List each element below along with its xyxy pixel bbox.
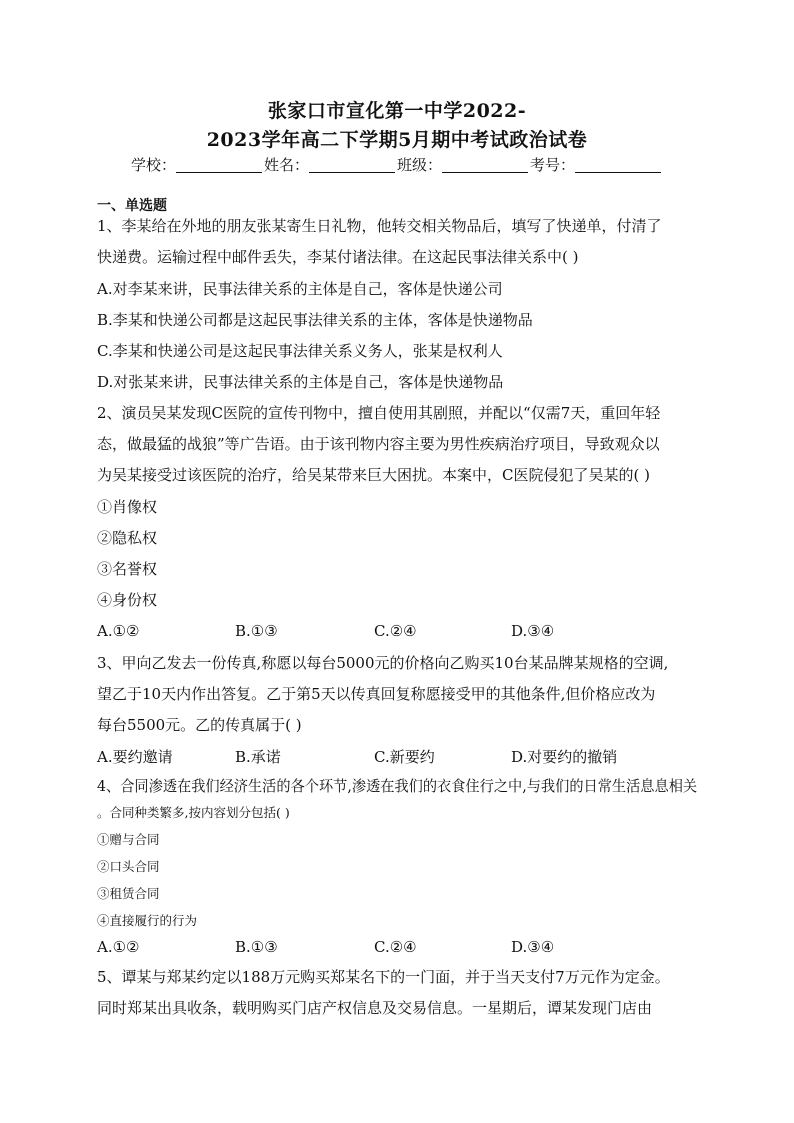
class-blank[interactable] [442,157,528,173]
question-3-stem-line: 望乙于10天内作出答复。乙于第5天以传真回复称愿接受甲的其他条件,但价格应改为 [97,685,656,703]
exam-title-line2: 2023学年高二下学期5月期中考试政治试卷 [206,129,588,151]
question-1-stem-line: 快递费。运输过程中邮件丢失，李某付诸法律。在这起民事法律关系中( ) [97,248,579,266]
question-5-stem-line: 同时郑某出具收条，载明购买门店产权信息及交易信息。一星期后，谭某发现门店由 [97,999,653,1017]
question-4-item-3: ③租赁合同 [97,886,160,901]
question-3-option-b: B.承诺 [235,748,281,766]
name-blank[interactable] [309,157,395,173]
question-1-option-d: D.对张某来讲，民事法律关系的主体是自己，客体是快递物品 [97,373,504,391]
class-label: 班级： [397,156,443,174]
school-blank[interactable] [176,157,262,173]
student-info-row [0,154,794,175]
question-1-option-b: B.李某和快递公司都是这起民事法律关系的主体，客体是快递物品 [97,311,533,329]
number-label: 考号： [530,156,576,174]
question-4-item-2: ②口头合同 [97,859,160,874]
question-4-option-a: A.①② [97,938,140,956]
section-heading: 一、单选题 [97,198,167,214]
question-2-item-1: ①肖像权 [97,498,158,516]
question-1-option-a: A.对李某来讲，民事法律关系的主体是自己，客体是快递公司 [97,280,503,298]
question-2-item-3: ③名誉权 [97,560,158,578]
question-5-stem-line: 5、谭某与郑某约定以188万元购买郑某名下的一门面，并于当天支付7万元作为定金。 [97,968,670,986]
question-4-option-b: B.①③ [235,938,278,956]
question-2-option-c: C.②④ [374,622,417,640]
question-2-stem-line: 2、演员吴某发现C医院的宣传刊物中，擅自使用其剧照，并配以“仅需7天，重回年轻 [97,404,661,422]
question-4-option-c: C.②④ [374,938,417,956]
question-4-item-1: ①赠与合同 [97,832,160,847]
question-2-item-4: ④身份权 [97,591,158,609]
question-3-option-c: C.新要约 [374,748,435,766]
question-1-stem-line: 1、李某给在外地的朋友张某寄生日礼物，他转交相关物品后，填写了快递单，付清了 [97,217,662,235]
question-2-option-b: B.①③ [235,622,278,640]
question-2-item-2: ②隐私权 [97,529,158,547]
question-4-item-4: ④直接履行的行为 [97,913,198,928]
question-2-stem-line: 为吴某接受过该医院的治疗，给吴某带来巨大困扰。本案中，C医院侵犯了吴某的( ) [97,466,650,484]
question-2-option-a: A.①② [97,622,140,640]
number-blank[interactable] [575,157,661,173]
school-label: 学校： [130,156,176,174]
question-3-stem-line: 3、甲向乙发去一份传真,称愿以每台5000元的价格向乙购买10台某品牌某规格的空调, [97,654,669,672]
question-3-option-a: A.要约邀请 [97,748,173,766]
question-4-stem-line: 。合同种类繁多,按内容划分包括( ) [97,805,290,820]
question-4-option-d: D.③④ [511,938,555,956]
question-4-stem-line: 4、合同渗透在我们经济生活的各个环节,渗透在我们的衣食住行之中,与我们的日常生活息息相关 [97,777,698,795]
exam-title-line1: 张家口市宣化第一中学2022- [267,100,527,122]
question-3-option-d: D.对要约的撤销 [511,748,618,766]
question-1-option-c: C.李某和快递公司是这起民事法律关系义务人，张某是权利人 [97,342,503,360]
name-label: 姓名： [263,156,309,174]
question-3-stem-line: 每台5500元。乙的传真属于( ) [97,716,302,734]
question-2-stem-line: 态，做最猛的战狼”等广告语。由于该刊物内容主要为男性疾病治疗项目，导致观众以 [97,435,660,453]
question-2-option-d: D.③④ [511,622,555,640]
